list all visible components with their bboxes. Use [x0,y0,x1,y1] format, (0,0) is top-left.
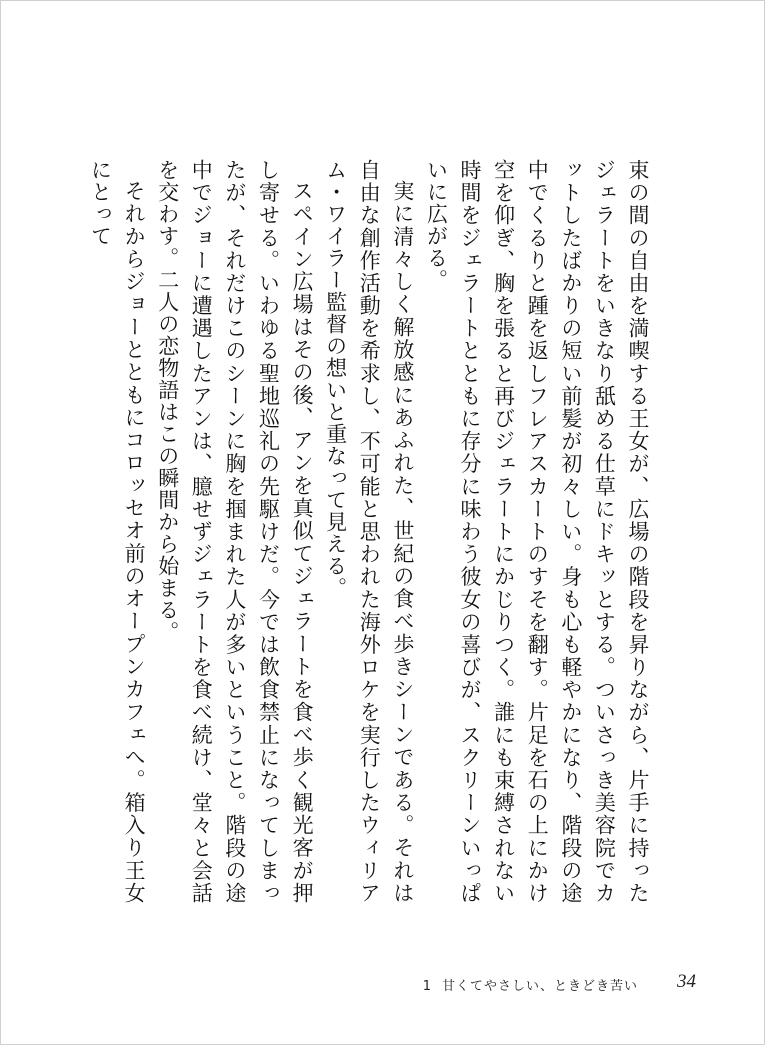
page-number: 34 [677,971,696,992]
paragraph-1: 束の間の自由を満喫する王女が、広場の階段を昇りながら、片手に持ったジェラートをいきなり舐める仕草にドキッとする。ついさっき美容院でカットしたばかりの短い前髪が初々しい。身も心も軽やかになり、階段の途中でくるりと踵を返しフレアスカートのすそを翻す。片足を石の上にかけ空を仰ぎ、胸を張ると再びジェラートにかじりつく。誰にも束縛されない時間をジェラートとともに存分に味わう彼女の喜びが、スクリーンいっぱいに広がる。 [424,159,650,904]
body-text [88,159,654,904]
page-footer [1,971,765,1001]
paragraph-2: 実に清々しく解放感にあふれた、世紀の食べ歩きシーンである。それは自由な創作活動を希求し、不可能と思われた海外ロケを実行したウィリアム・ワイラー監督の想いと重なって見える。 [323,159,415,904]
paragraph-3: スペイン広場はその後、アンを真似てジェラートを食べ歩く観光客が押し寄せる。いわゆる聖地巡礼の先駆けだ。今では飲食禁止になってしまったが、それだけこのシーンに胸を掴まれた人が多いということ。階段の途中でジョーに遭遇したアンは、臆せずジェラートを食べ続け、堂々と会話を交わす。二人の恋物語はこの瞬間から始まる。 [155,159,315,904]
paragraph-4: それからジョーとともにコロッセオ前のオープンカフェへ。箱入り王女にとって [88,159,147,904]
running-head [423,975,638,994]
chapter-title: 甘くてやさしい、ときどき苦い [441,979,638,994]
chapter-number: 1 [422,979,432,994]
